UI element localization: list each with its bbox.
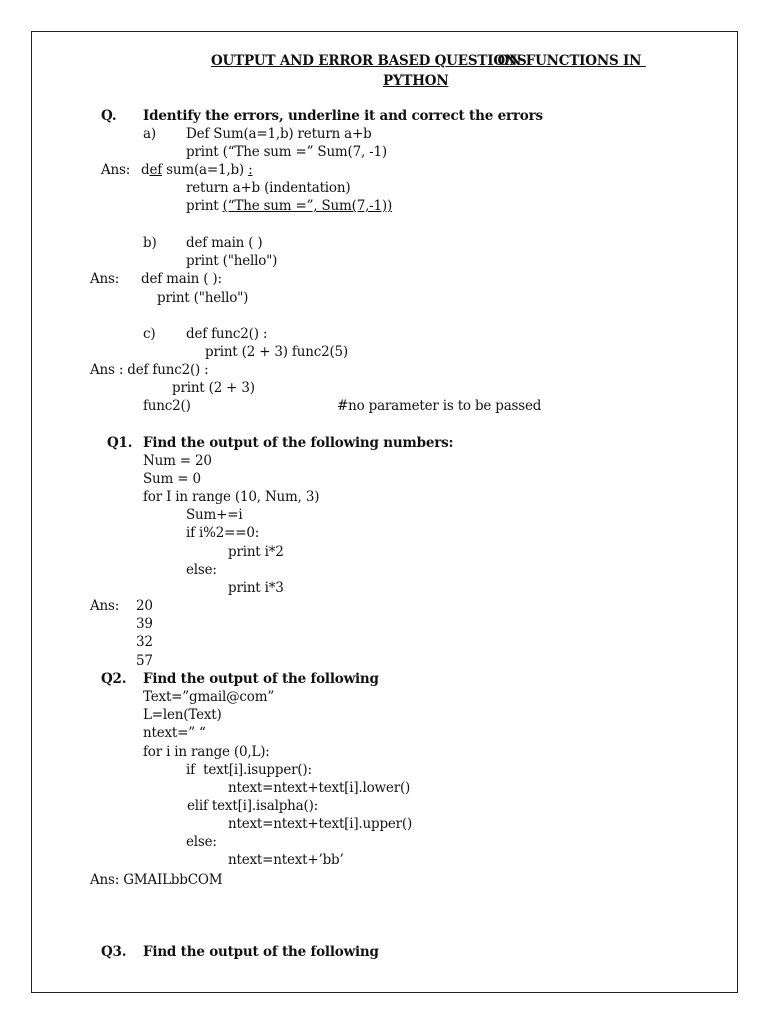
q2-code-line: ntext=ntext+text[i].lower() — [228, 780, 411, 796]
q1-code-line: Sum+=i — [186, 507, 243, 523]
q2-label: Q2. — [101, 671, 127, 687]
q0-c-line2: print (2 + 3) func2(5) — [205, 344, 348, 360]
q2-code-line: Text=”gmail@com” — [143, 689, 275, 705]
q0-c-label: c) — [143, 326, 156, 342]
q0-ans-label: Ans: — [101, 162, 131, 178]
q1-ans-label: Ans: — [90, 598, 120, 614]
q0-c-ans-comment: #no parameter is to be passed — [337, 398, 542, 414]
q1-code-line: Sum = 0 — [143, 471, 201, 487]
q1-heading: Find the output of the following numbers: — [143, 435, 454, 451]
q1-answer: 57 — [136, 653, 153, 669]
q2-heading: Find the output of the following — [143, 671, 379, 687]
q2-code-line: if text[i].isupper(): — [186, 762, 312, 778]
q1-label: Q1. — [107, 435, 133, 451]
q0-b-line2: print ("hello") — [186, 253, 278, 269]
q2-code-line: ntext=ntext+text[i].upper() — [228, 816, 413, 832]
q0-label: Q. — [101, 108, 117, 124]
q0-b-line1: def main ( ) — [186, 235, 263, 251]
q3-label: Q3. — [101, 944, 127, 960]
q2-code-line: else: — [186, 834, 217, 850]
q2-code-line: ntext=ntext+’bb’ — [228, 852, 344, 868]
q0-a-label: a) — [143, 126, 156, 142]
document-page — [31, 31, 738, 993]
ans-print-args: (“The sum =”, Sum(7,-1)) — [222, 198, 393, 214]
q0-b-ans-line2: print ("hello") — [157, 290, 249, 306]
q0-b-label: b) — [143, 235, 157, 251]
q1-code-line: Num = 20 — [143, 453, 212, 469]
q0-c-ans-line3: func2() — [143, 398, 191, 414]
ans-d: d — [141, 162, 150, 178]
q1-code-line: print i*2 — [228, 544, 284, 560]
q0-a-line1: Def Sum(a=1,b) return a+b — [186, 126, 372, 142]
q0-heading: Identify the errors, underline it and correct the errors — [143, 108, 543, 124]
q2-code-line: elif text[i].isalpha(): — [187, 798, 318, 814]
ans-print: print — [186, 198, 223, 214]
q1-answer: 39 — [136, 616, 153, 632]
ans-ef: ef — [149, 162, 163, 178]
title-line2: PYTHON — [383, 73, 449, 89]
q0-ans-line1 — [141, 161, 252, 179]
q1-code-line: for I in range (10, Num, 3) — [143, 489, 320, 505]
q0-b-ans-line1: def main ( ): — [141, 271, 222, 287]
q0-ans-line3 — [186, 197, 392, 215]
q1-answer: 32 — [136, 634, 153, 650]
q0-a-line2: print (“The sum =” Sum(7, -1) — [186, 144, 387, 160]
title-line1-part2: ON FUNCTIONS IN — [493, 53, 646, 69]
q2-code-line: for i in range (0,L): — [143, 744, 270, 760]
q2-answer: Ans: GMAILbbCOM — [90, 872, 223, 888]
q1-code-line: if i%2==0: — [186, 525, 260, 541]
q0-c-ans-line2: print (2 + 3) — [172, 380, 255, 396]
q0-c-line1: def func2() : — [186, 326, 268, 342]
q2-code-line: ntext=” “ — [143, 725, 206, 741]
q1-code-line: print i*3 — [228, 580, 284, 596]
title-line1-part1: OUTPUT AND ERROR BASED QUESTIONS — [211, 53, 527, 69]
q0-c-ans-line1: Ans : def func2() : — [90, 362, 209, 378]
q1-code-line: else: — [186, 562, 217, 578]
q2-code-line: L=len(Text) — [143, 707, 222, 723]
q1-answer: 20 — [136, 598, 153, 614]
ans-rest: sum(a=1,b) — [162, 162, 249, 178]
q0-b-ans-label: Ans: — [90, 271, 120, 287]
q3-heading: Find the output of the following — [143, 944, 379, 960]
ans-colon: : — [248, 162, 253, 178]
q0-ans-line2: return a+b (indentation) — [186, 180, 351, 196]
